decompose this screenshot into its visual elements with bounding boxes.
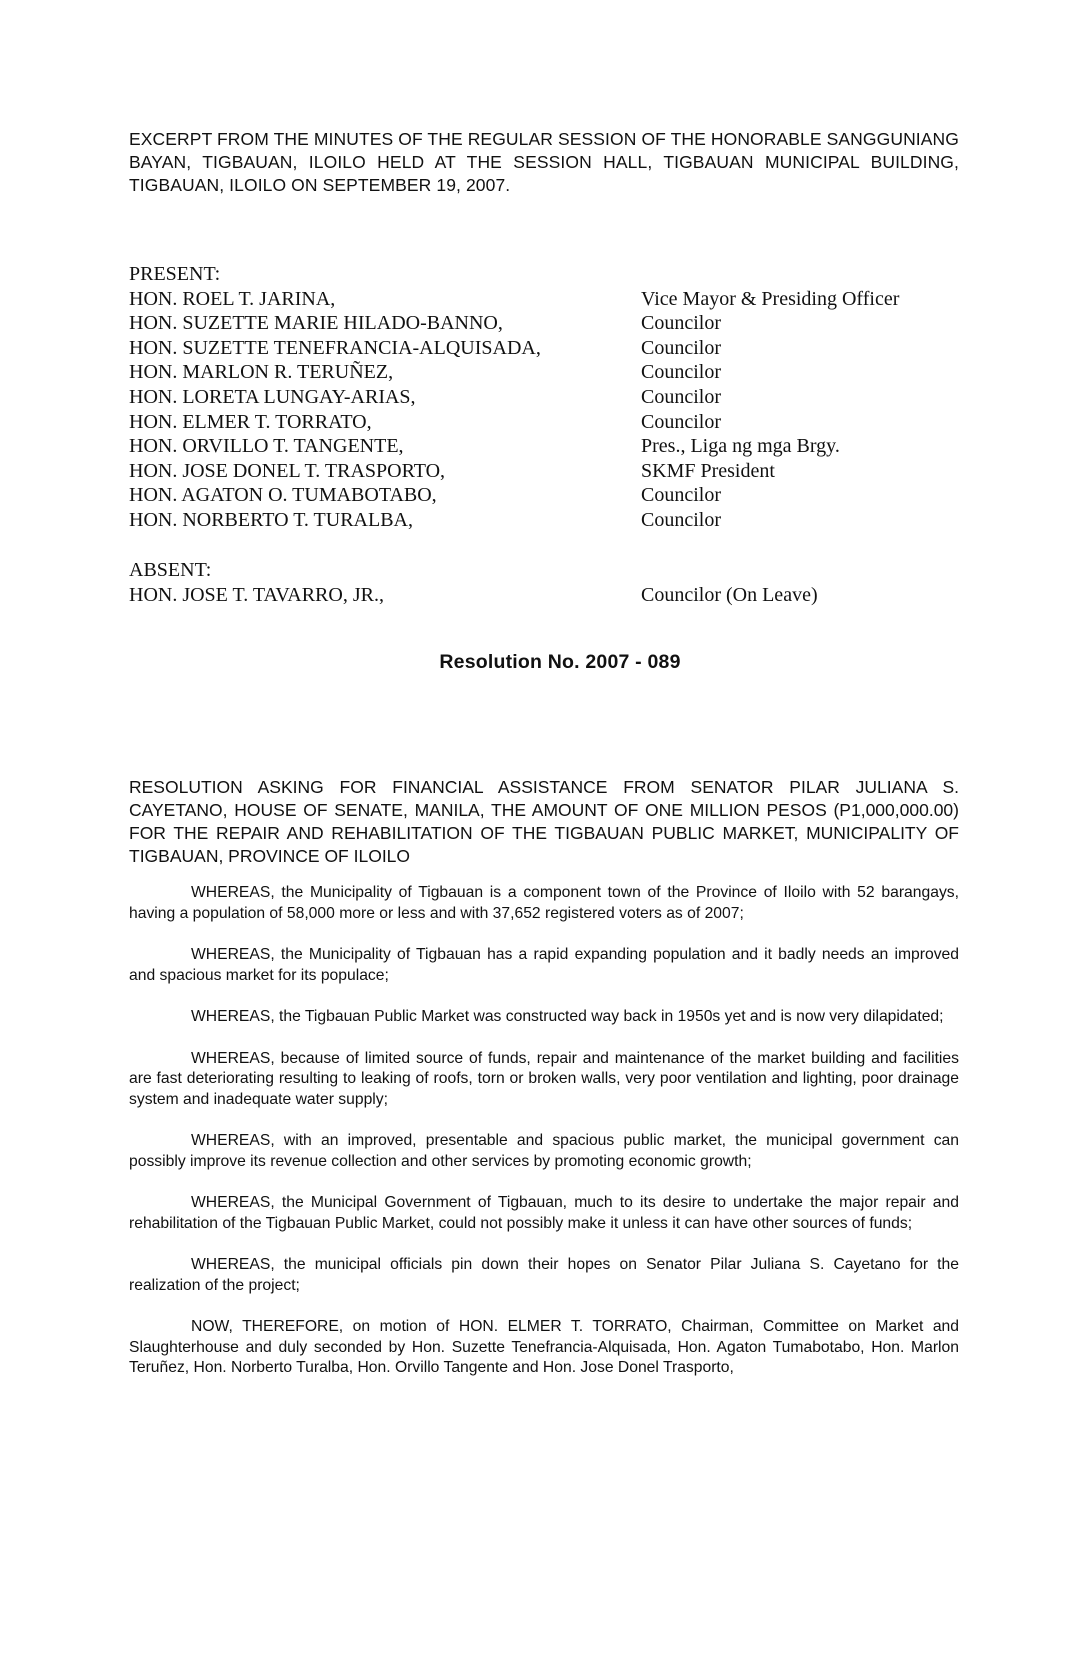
whereas-clause: WHEREAS, the municipal officials pin down their hopes on Senator Pilar Juliana S. Cayetano for the realization of the project; — [129, 1256, 959, 1294]
minutes-header: EXCERPT FROM THE MINUTES OF THE REGULAR SESSION OF THE HONORABLE SANGGUNIANG BAYAN, TIGBAUAN, ILOILO HELD AT THE SESSION HALL, TIGBAUAN MUNICIPAL BUILDING, TIGBAUAN, ILOILO ON SEPTEMBER 19, 2007. — [129, 129, 959, 195]
whereas-clause: WHEREAS, because of limited source of funds, repair and maintenance of the market building and facilities are fast deteriorating resulting to leaking of roofs, torn or broken walls, very poor ventilation and lighting, poor drainage system and inadequate water supply; — [129, 1049, 959, 1108]
member-name: HON. SUZETTE TENEFRANCIA-ALQUISADA, — [129, 336, 541, 359]
member-name: HON. JOSE T. TAVARRO, JR., — [129, 583, 384, 606]
member-role: SKMF President — [641, 459, 775, 482]
member-name: HON. ORVILLO T. TANGENTE, — [129, 435, 404, 458]
member-row — [129, 434, 959, 459]
member-row — [129, 385, 959, 410]
member-row — [129, 360, 959, 385]
member-role: Councilor — [641, 336, 721, 359]
member-role: Councilor — [641, 361, 721, 384]
whereas-clause: WHEREAS, the Municipality of Tigbauan has a rapid expanding population and it badly needs an improved and spacious market for its populace; — [129, 946, 959, 984]
member-name: HON. NORBERTO T. TURALBA, — [129, 508, 414, 531]
member-name: HON. SUZETTE MARIE HILADO-BANNO, — [129, 312, 503, 335]
absent-label: ABSENT: — [129, 559, 212, 581]
present-label: PRESENT: — [129, 263, 221, 285]
whereas-clause: WHEREAS, with an improved, presentable and spacious public market, the municipal government can possibly improve its revenue collection and other services by promoting economic growth; — [129, 1132, 959, 1170]
resolution-title: RESOLUTION ASKING FOR FINANCIAL ASSISTANCE FROM SENATOR PILAR JULIANA S. CAYETANO, HOUSE OF SENATE, MANILA, THE AMOUNT OF ONE MILLION PESOS (P1,000,000.00) FOR THE REPAIR AND REHABILITATION OF THE TIGBAUAN PUBLIC MARKET, MUNICIPALITY OF TIGBAUAN, PROVINCE OF ILOILO — [129, 777, 959, 866]
member-name: HON. AGATON O. TUMABOTABO, — [129, 484, 437, 507]
member-role: Councilor — [641, 410, 721, 433]
resolving-clause: NOW, THEREFORE, on motion of HON. ELMER T. TORRATO, Chairman, Committee on Market and Slaughterhouse and duly seconded by Hon. Suzette Tenefrancia-Alquisada, Hon. Agaton Tumabotabo, Hon. Marlon Teruñez, Hon. Norberto Turalba, Hon. Orvillo Tangente and Hon. Jose Donel Trasporto, — [129, 1318, 959, 1376]
member-row — [129, 508, 959, 533]
resolution-body — [129, 883, 959, 1400]
member-row — [129, 287, 959, 312]
member-name: HON. MARLON R. TERUÑEZ, — [129, 361, 394, 384]
member-role: Councilor — [641, 312, 721, 335]
member-row — [129, 483, 959, 508]
resolution-number: Resolution No. 2007 - 089 — [439, 651, 681, 673]
whereas-clause: WHEREAS, the Tigbauan Public Market was constructed way back in 1950s yet and is now very dilapidated; — [191, 1008, 944, 1025]
whereas-clause: WHEREAS, the Municipality of Tigbauan is a component town of the Province of Iloilo with 52 barangays, having a population of 58,000 more or less and with 37,652 registered voters as of 2007; — [129, 884, 959, 922]
member-row — [129, 459, 959, 484]
member-name: HON. ELMER T. TORRATO, — [129, 410, 372, 433]
whereas-clause: WHEREAS, the Municipal Government of Tigbauan, much to its desire to undertake the major repair and rehabilitation of the Tigbauan Public Market, could not possibly make it unless it can have other sources of funds; — [129, 1194, 959, 1232]
member-role: Councilor — [641, 508, 721, 531]
member-role: Pres., Liga ng mga Brgy. — [641, 435, 840, 458]
member-role: Councilor (On Leave) — [641, 583, 818, 606]
member-row — [129, 311, 959, 336]
member-name: HON. LORETA LUNGAY-ARIAS, — [129, 385, 416, 408]
member-role: Vice Mayor & Presiding Officer — [641, 287, 900, 310]
member-name: HON. ROEL T. JARINA, — [129, 287, 336, 310]
member-role: Councilor — [641, 385, 721, 408]
present-section — [129, 262, 959, 533]
member-row — [129, 583, 959, 608]
member-row — [129, 410, 959, 435]
absent-section — [129, 558, 959, 607]
member-row — [129, 336, 959, 361]
member-role: Councilor — [641, 484, 721, 507]
member-name: HON. JOSE DONEL T. TRASPORTO, — [129, 459, 446, 482]
